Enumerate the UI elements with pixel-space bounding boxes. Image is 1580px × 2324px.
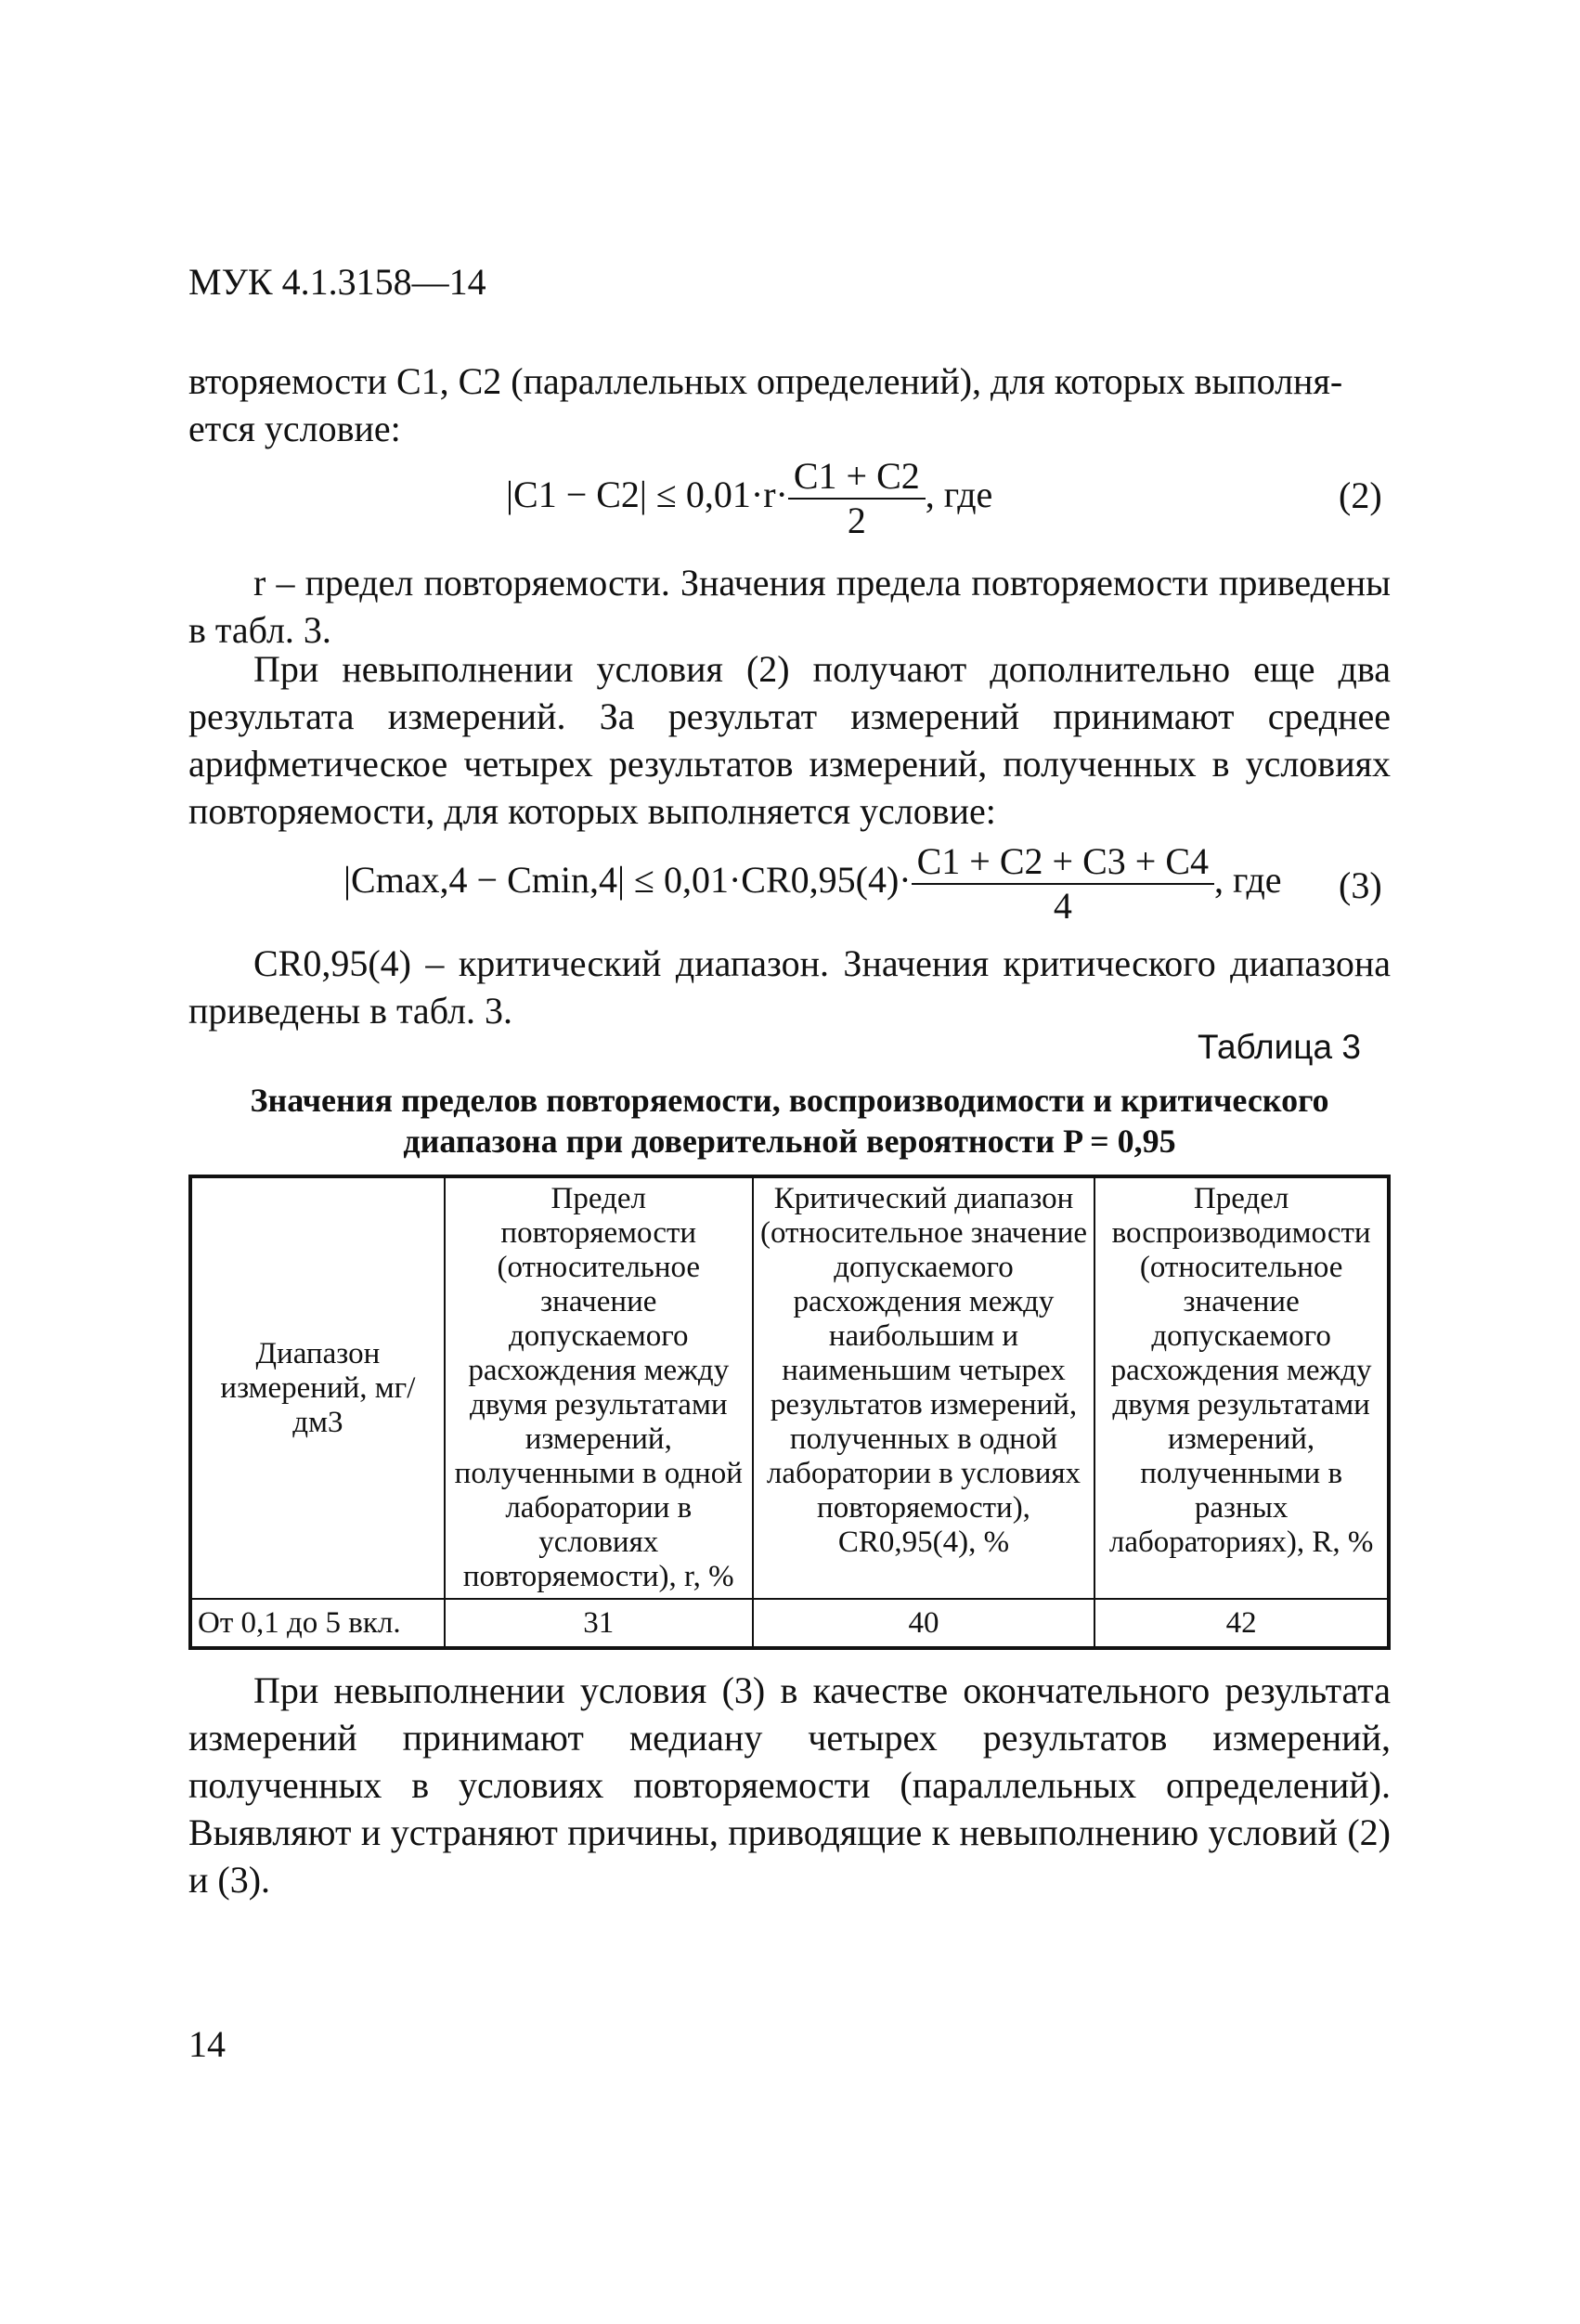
table-cell-critical-range: 40 <box>753 1599 1095 1648</box>
paragraph-additional-results: При невыполнении условия (2) получают дополнительно еще два результата измерений. За результат измерений принимают среднее арифметическое четырех результатов измерений, полученных в условиях повторяемости, для которых выполняется условие: <box>188 648 1391 832</box>
table-cell-repeatability: 31 <box>445 1599 753 1648</box>
table-title-line: Значения пределов повторяемости, воспроизводимости и критического <box>250 1082 1329 1119</box>
formula-fraction <box>912 840 1214 928</box>
paragraph-line: ется условие: <box>188 408 401 449</box>
formula-number-2: (2) <box>1339 474 1382 516</box>
header-cell-critical-range: Критический диапазон (относительное значение допускаемого расхождения между наибольшим и наименьшим четырех результатов измерений, полученных в одной лаборатории в условиях повторяемости), CR0,95(4), % <box>753 1176 1095 1599</box>
table-title <box>188 1080 1391 1162</box>
fraction-denominator: 2 <box>847 500 866 541</box>
formula-3 <box>343 840 1282 928</box>
formula-left: |Cmax,4 − Cmin,4| ≤ 0,01·CR0,95(4)· <box>343 859 912 902</box>
paragraph-repeatability-condition <box>188 357 1391 452</box>
header-cell-repeatability: Предел повторяемости (относительное значение допускаемого расхождения между двумя результатами измерений, полученными в одной лаборатории в условиях повторяемости), r, % <box>445 1176 753 1599</box>
header-cell-reproducibility: Предел воспроизводимости (относительное значение допускаемого расхождения между двумя результатами измерений, полученными в разных лабораториях), R, % <box>1094 1176 1389 1599</box>
paragraph-median: При невыполнении условия (3) в качестве окончательного результата измерений принимают медиану четырех результатов измерений, полученных в условиях повторяемости (параллельных определений). Выявляют и устраняют причины, приводящие к невыполнению условий (2) и (3). <box>188 1669 1391 1901</box>
header-cell-range: Диапазон измерений, мг/дм3 <box>190 1176 445 1599</box>
fraction-numerator: C1 + C2 <box>788 455 926 500</box>
paragraph-repeatability-limit: r – предел повторяемости. Значения предела повторяемости приведены в табл. 3. <box>188 562 1391 651</box>
paragraph-critical-range: CR0,95(4) – критический диапазон. Значения критического диапазона приведены в табл. 3. <box>188 942 1391 1032</box>
formula-left: |C1 − C2| ≤ 0,01·r· <box>506 474 788 516</box>
table-cell-reproducibility: 42 <box>1094 1599 1389 1648</box>
fraction-numerator: C1 + C2 + C3 + C4 <box>912 840 1214 885</box>
table-header-row <box>190 1176 1389 1599</box>
fraction-denominator: 4 <box>1053 885 1072 927</box>
table-title-line: диапазона при доверительной вероятности P = 0,95 <box>403 1123 1176 1160</box>
table-label: Таблица 3 <box>1198 1028 1361 1066</box>
formula-fraction <box>788 455 926 542</box>
formula-number-3: (3) <box>1339 864 1382 906</box>
table-row <box>190 1599 1389 1648</box>
table-cell-range: От 0,1 до 5 вкл. <box>190 1599 445 1648</box>
formula-suffix: , где <box>925 474 993 516</box>
page-number: 14 <box>188 2023 226 2065</box>
formula-suffix: , где <box>1214 859 1282 902</box>
formula-2 <box>506 455 992 542</box>
document-header: МУК 4.1.3158—14 <box>188 261 486 303</box>
paragraph-line: вторяемости C1, C2 (параллельных определений), для которых выполня- <box>188 360 1343 402</box>
limits-table <box>188 1175 1391 1650</box>
